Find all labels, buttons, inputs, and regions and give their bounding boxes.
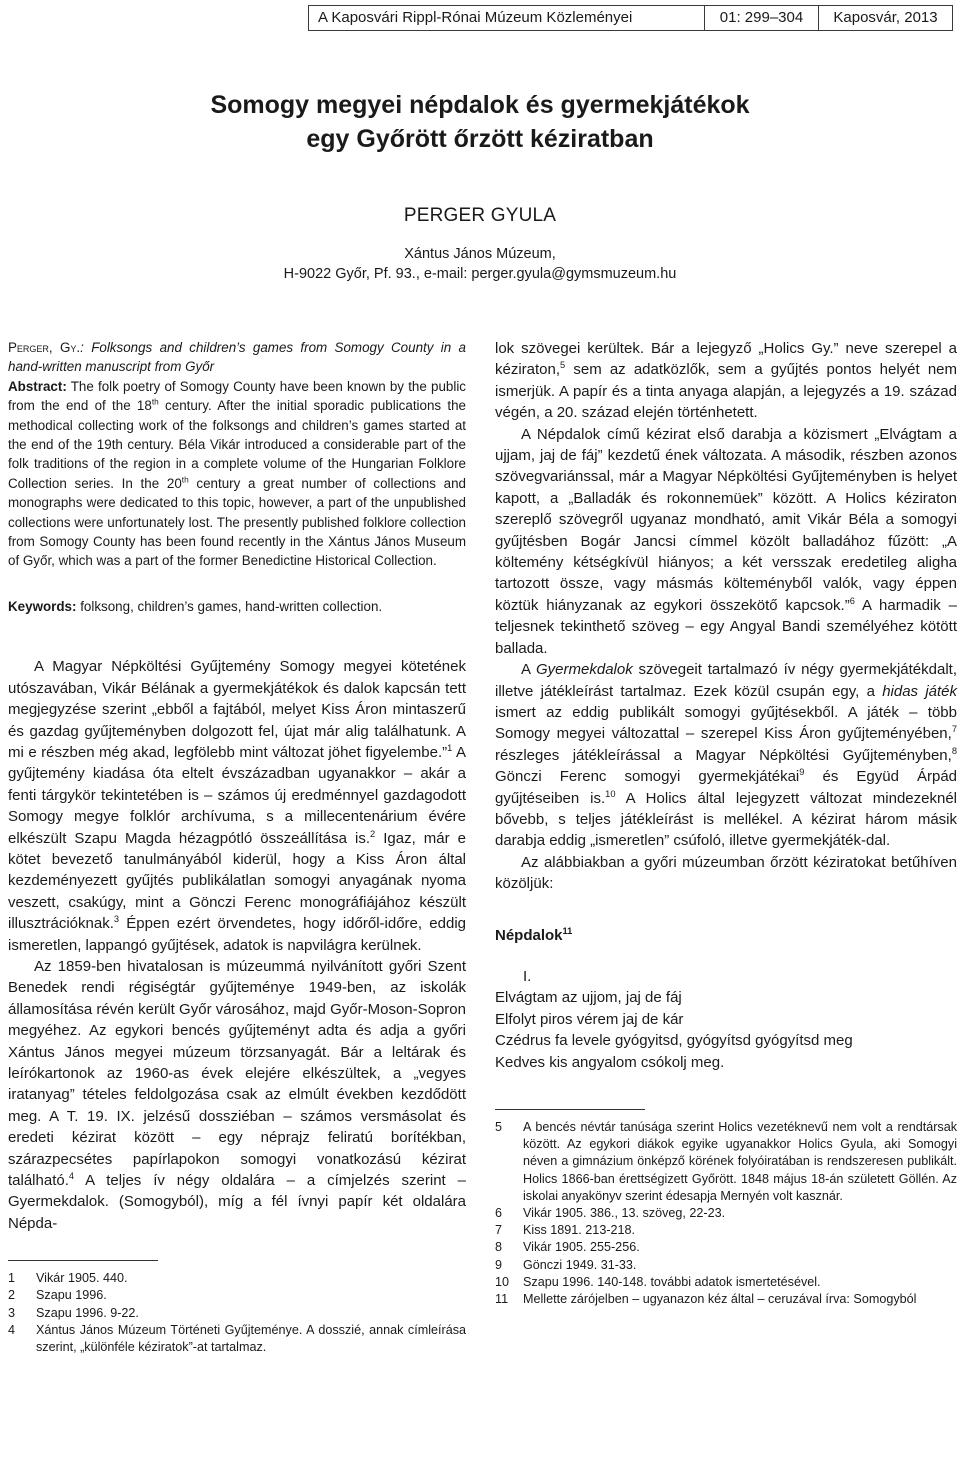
article-title	[0, 88, 960, 156]
left-column	[8, 338, 466, 1356]
footnote-number: 7	[495, 1223, 503, 1238]
footnote-number: 9	[495, 1257, 503, 1272]
footnote-text: Vikár 1905. 440.	[36, 1271, 128, 1286]
footnote-text: Szapu 1996. 9-22.	[36, 1305, 139, 1320]
footnote-text: Szapu 1996.	[36, 1288, 107, 1303]
footnote	[8, 1270, 466, 1287]
right-column	[495, 338, 957, 1308]
footnote-number: 1	[8, 1271, 16, 1286]
keywords-label: Keywords:	[8, 598, 77, 614]
footnote	[495, 1291, 957, 1308]
paragraph	[8, 656, 466, 956]
abstract-label: Abstract:	[8, 378, 67, 394]
footnote	[495, 1222, 957, 1239]
paragraph	[495, 338, 957, 424]
text-run: Gönczi Ferenc somogyi gyermekjátékai	[495, 768, 800, 786]
text-run: lok szövegei kerültek. Bár a lejegyző „Holics Gy.” neve szerepel a kéziraton,	[495, 340, 957, 379]
text-run: és Együd Árpád gyűjtéseiben is.	[495, 768, 957, 807]
footnote	[495, 1257, 957, 1274]
footnote-number: 3	[8, 1305, 16, 1320]
footnote-text: Mellette zárójelben – ugyanazon kéz által – ceruzával írva: Somogyból	[523, 1292, 917, 1307]
right-body-text	[495, 338, 957, 895]
abstract	[8, 338, 466, 571]
footnote	[8, 1305, 466, 1322]
italic-text: hidas játék	[882, 682, 957, 700]
poem-line: Elfolyt piros vérem jaj de kár	[495, 1010, 684, 1028]
place-year: Kaposvár, 2013	[818, 6, 952, 30]
author-name: PERGER GYULA	[403, 205, 557, 226]
text-run: A Magyar Népköltési Gyűjtemény Somogy megyei kötetének utószavában, Vikár Bélának a gyermekjátékok és dalok kapcsán tett megjegyzése szerint „ebből a fajtából, melyet Kiss Áron mintaszerű és gazdag gyűjteményben dolgozott fel, újat már alig találhatunk. A mi e részben még akad, legfölebb mint változat jöhet figyelembe.”	[8, 658, 466, 761]
text-run: Az alábbiakban a győri múzeumban őrzött kéziratokat betűhíven közöljük:	[495, 853, 957, 893]
footnote	[495, 1274, 957, 1291]
poem-line: Kedves kis angyalom csókolj meg.	[495, 1053, 725, 1071]
footnote-text: Kiss 1891. 213-218.	[523, 1223, 636, 1238]
footnote-ref[interactable]: 6	[849, 595, 855, 606]
footnote-ref[interactable]: 7	[951, 724, 957, 735]
journal-name: A Kaposvári Rippl-Rónai Múzeum Közleményei	[318, 9, 633, 26]
footnote-number: 10	[495, 1274, 510, 1289]
text-run: Igaz, már e kötet bevezető tanulmányából kiderül, hogy a Kiss Áron által kezdeményezett gyűjtés publikálatlan somogyi anyagának nyoma veszett, csakúgy, mint a Gönczi Ferenc monográfiájához készült illusztrációknak.	[8, 829, 466, 933]
text-run: A gyűjtemény kiadása óta eltelt évszázadban ugyanakkor – akár a fenti tárgykör tekintetében is – számos új eredménnyel gazdagodott Somogy megye folklór archívuma, s a millecentenárium évére elkészült Szapu Magda hézagpótló összeállítása is.	[8, 743, 466, 847]
section-title: Népdalok	[495, 926, 563, 944]
footnote-text: Gönczi 1949. 31-33.	[523, 1257, 637, 1272]
footnote-text: Szapu 1996. 140-148. további adatok ismertetésével.	[523, 1274, 821, 1289]
footnote-ref[interactable]: 8	[951, 745, 957, 756]
text-run: A	[521, 661, 537, 679]
footnote	[8, 1322, 466, 1356]
footnote-ref[interactable]: 5	[560, 360, 566, 371]
footnote-ref[interactable]: 4	[68, 1171, 75, 1182]
footnote-divider	[8, 1260, 158, 1261]
paragraph	[495, 852, 957, 895]
footnote-text: Vikár 1905. 255-256.	[523, 1240, 640, 1255]
text-run: Az 1859-ben hivatalosan is múzeummá nyilvánított győri Szent Benedek rendi régiségtár gyűjteménye 1949-ben, az iskolák államosítása révén került Győr városához, majd Győr-Moson-Sopron megyéhez. Az egykori bencés gyűjteményt adta és adja a győri Xántus János megyei múzeum törzsanyagát. Bár a leltárak és leírókartonok az 1960-as évek elejére elkészültek, a „vegyes iratanyag” tételes feldolgozása csak az elmúlt években kezdődött meg. A T. 19. IX. jelzésű dossziéban – számos versmásolat és eredeti kézirat között – egy néprajz feliratú borítékban, szárazpecsétes papírlapokon somogyi vonatkozású kézirat található.	[8, 957, 466, 1190]
poem	[495, 966, 957, 1073]
text-run: A harmadik – teljesnek tekinthető szöveg – egy Angyal Bandi személyéhez kötött ballada.	[495, 596, 958, 657]
text-run: sem az adatközlők, sem a gyűjtés pontos helyét nem ismerjük. A papír és a tinta anyaga alapján, a lejegyzés a 19. század végén, a 20. század elején történhetett.	[495, 361, 957, 422]
footnote-text: Xántus János Múzeum Történeti Gyűjteménye. A dosszié, annak címleírása szerint, „különféle kéziratok”-at tartalmaz.	[36, 1322, 466, 1355]
section-heading	[495, 925, 957, 946]
affiliation-line-1: Xántus János Múzeum,	[404, 246, 556, 262]
keywords	[8, 597, 466, 616]
text-run: részleges játékleírással a Magyar Népköltési Gyűjteményben,	[495, 746, 952, 764]
footnote-number: 5	[495, 1120, 503, 1134]
abstract-text-b: century. After the initial sporadic publications the methodical collecting work of the folksongs and children’s games started at the end of the 19th century. Béla Vikár introduced a considerable part of the folk traditions of the region in a complete volume of the Hungarian Folklore Collection series. In the 20	[8, 398, 466, 491]
abstract-citation-title: : Folksongs and children’s games from Somogy County in a hand-written manuscript from Győr	[8, 340, 466, 375]
footnote	[495, 1239, 957, 1256]
footnote-ref[interactable]: 3	[113, 914, 120, 925]
poem-line: Czédrus fa levele gyógyitsd, gyógyítsd gyógyítsd meg	[495, 1032, 853, 1050]
footnote-number: 11	[495, 1292, 509, 1307]
footnote-text: A bencés névtár tanúsága szerint Holics vezetéknevű nem volt a rendtársak között. Az egykori diákok egyike ugyanakkor Holics Gyula, aki Somogyi néven a gimnázium önképző körének folyóiratában is rendszeresen publikált. Holics 1866-ban érettségizett Győrött. 1848 május 18-án született Göllén. Az iskolai anyakönyv szerint édesapja Mernyén volt kasznár.	[523, 1120, 957, 1203]
paragraph	[495, 659, 957, 852]
text-run: ismert az eddig publikált somogyi gyűjtésekből. A játék – több Somogy megyei változattal – szerepel Kiss Áron gyűjteményében,	[495, 703, 957, 743]
footnote-ref[interactable]: 10	[605, 788, 616, 799]
running-header	[308, 5, 953, 31]
footnote-ref[interactable]: 11	[562, 925, 573, 936]
footnote-ref[interactable]: 2	[370, 828, 376, 839]
text-run: Éppen ezért örvendetes, hogy időről-időre, eddig ismeretlen, lappangó gyűjtések, adatok is napvilágra kerülnek.	[8, 915, 466, 954]
page-range: 01: 299–304	[704, 6, 818, 30]
poem-number: I.	[523, 967, 532, 985]
footnote-number: 4	[8, 1322, 16, 1337]
left-body-text	[8, 656, 466, 1234]
text-run: A Holics által lejegyzett változat mindezeknél bővebb, s teljes játékleírást is mellékel. A kézirat három másik darabja eddig „ismeretlen” csúfoló, illetve gyermekjáték-dal.	[495, 789, 957, 850]
text-run: szövegeit tartalmazó ív négy gyermekjátékdalt, illetve játékleírást tartalmaz. Ezek közül csupán egy, a	[495, 661, 957, 700]
affiliation-line-2: H-9022 Győr, Pf. 93., e-mail: perger.gyula@gymsmuzeum.hu	[283, 266, 677, 282]
footnote	[495, 1119, 957, 1205]
title-block	[0, 88, 960, 284]
footnote-divider	[495, 1109, 645, 1110]
footnote	[495, 1205, 957, 1222]
abstract-text-c: century a great number of collections and monographs were dedicated to this topic, however, a part of the unpublished collections were unfortunately lost. The presently published folklore collection from Somogy County has been found recently in the Xántus János Museum of Győr, which was a part of the former Benedictine Historical Collection.	[8, 475, 466, 569]
footnote-number: 6	[495, 1206, 503, 1221]
italic-text: Gyermekdalok	[536, 661, 633, 679]
footnote-number: 8	[495, 1240, 503, 1255]
left-footnotes	[8, 1270, 466, 1356]
paragraph	[8, 956, 466, 1234]
footnote-ref[interactable]: 1	[447, 742, 453, 753]
footnote-number: 2	[8, 1288, 16, 1303]
footnote-text: Vikár 1905. 386., 13. szöveg, 22-23.	[523, 1206, 726, 1221]
text-run: A Népdalok című kézirat első darabja a közismert „Elvágtam a ujjam, jaj de fáj” kezdetű ének változata. A második, részben azonos szövegvariánssal, már a Magyar Népköltési Gyűjteményben is helyet kapott, a „Balladák és rokonnemüek” között. A Holics kéziraton szereplő szövegről ugyanaz mondható, amit Vikár Béla a somogyi gyűjtésben Bogár Jancsi címmel közölt balladához fűzött: „A költemény kétségkívül hiányos; a két versszak eredetileg aligha tartozott össze, vagy másmás költeményből valók, vagy éppen köztük hiányzanak az egykori összekötő kapcsok.”	[495, 425, 957, 614]
footnote	[8, 1287, 466, 1304]
footnote-ref[interactable]: 9	[799, 767, 805, 778]
abstract-text-a: The folk poetry of Somogy County have been known by the public from the end of the 18	[8, 378, 466, 414]
abstract-sup-b: th	[181, 474, 189, 485]
paragraph	[495, 424, 957, 659]
abstract-citation-name: Perger, Gy.	[8, 340, 81, 355]
title-line-1: Somogy megyei népdalok és gyermekjátékok	[210, 91, 750, 119]
right-footnotes	[495, 1119, 957, 1308]
keywords-text: folksong, children’s games, hand-written collection.	[76, 598, 383, 614]
abstract-sup-a: th	[151, 396, 159, 407]
affiliation	[0, 244, 960, 284]
text-run: A teljes ív négy oldalára – a címjelzés szerint – Gyermekdalok. (Somogyból), míg a fél ívnyi papír két oldalára Népda-	[8, 1172, 466, 1232]
title-line-2: egy Győrött őrzött kéziratban	[306, 125, 654, 153]
poem-line: Elvágtam az ujjom, jaj de fáj	[495, 989, 682, 1007]
